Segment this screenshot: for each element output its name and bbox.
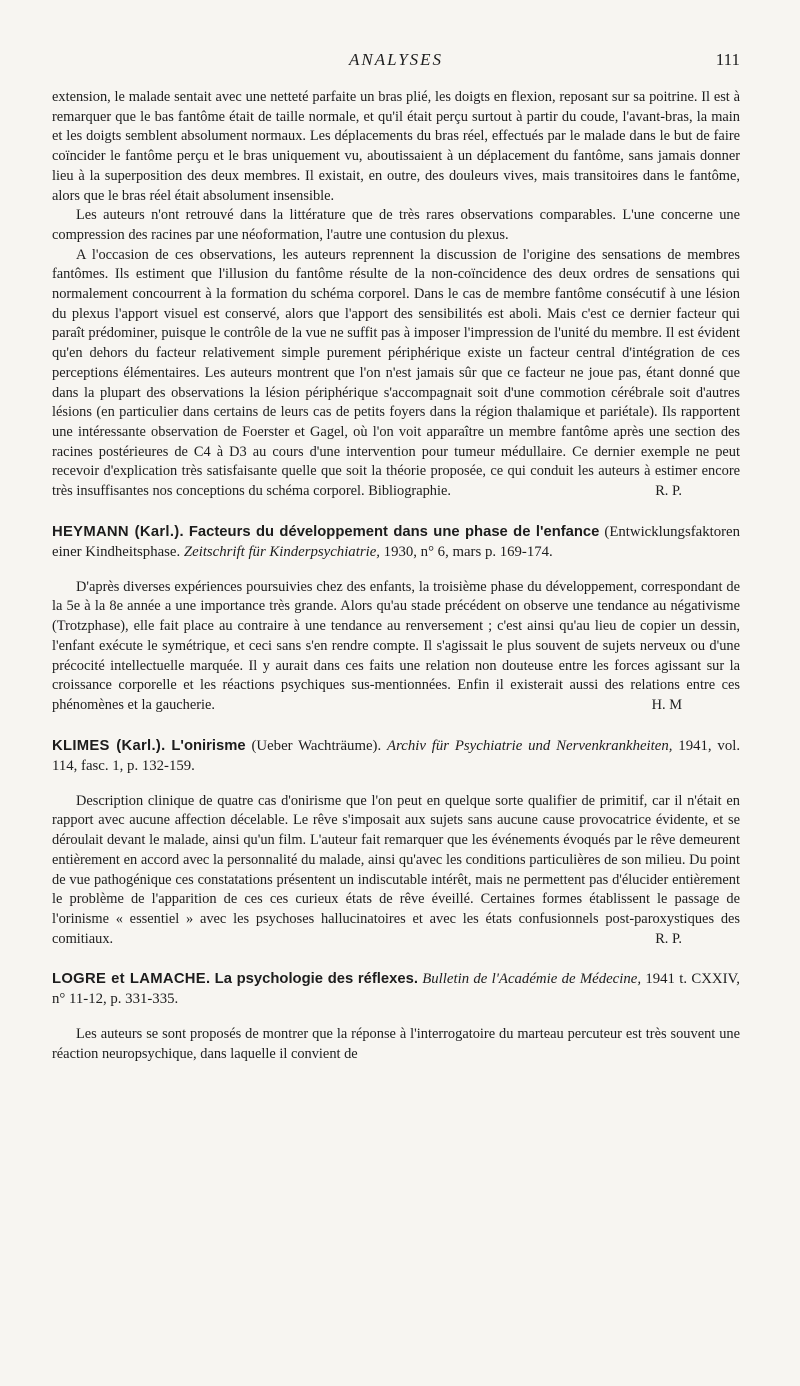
entry-klimes-body — [52, 792, 740, 950]
entry-heymann-abstract — [52, 578, 740, 716]
entry-heymann-citation: 1930, n° 6, mars p. 169-174. — [383, 543, 553, 560]
entry-klimes-author: KLIMES (Karl.). — [52, 737, 166, 754]
entry-klimes-header — [52, 736, 740, 776]
entry-logre-lamache-title: La psychologie des réflexes. — [214, 971, 418, 988]
running-head: ANALYSES — [348, 50, 444, 69]
entry-logre-lamache-abstract: Les auteurs se sont proposés de montrer que la réponse à l'interrogatoire du marteau percuteur est très souvent une réaction neuropsychique, dans laquelle il convient de — [52, 1026, 740, 1063]
entry-heymann-author: HEYMANN (Karl.). — [52, 523, 184, 540]
entry-logre-lamache — [52, 969, 740, 1064]
entry-heymann-body — [52, 578, 740, 716]
intro-paragraph-3 — [52, 246, 740, 502]
entry-heymann-subtitle: (Entwicklungsfaktoren einer Kindheitsphase. — [52, 523, 741, 560]
entry-logre-lamache-citation: 1941 t. CXXIV, n° 11-12, p. 331-335. — [52, 971, 740, 1008]
entry-logre-lamache-body — [52, 1025, 740, 1064]
entry-heymann-journal: Zeitschrift für Kinderpsychiatrie, — [183, 543, 380, 560]
intro-paragraph-2: Les auteurs n'ont retrouvé dans la littérature que de très rares observations comparables. L'une concerne une compression des racines par une néoformation, l'autre une contusion du plexus. — [52, 207, 740, 243]
entry-logre-lamache-journal: Bulletin de l'Académie de Médecine, — [422, 971, 642, 988]
entry-klimes-journal: Archiv für Psychiatrie und Nervenkrankheiten, — [387, 737, 673, 754]
entry-klimes-citation: 1941, vol. 114, fasc. 1, p. 132-159. — [52, 737, 741, 774]
page-header — [52, 48, 740, 76]
entry-klimes-signature: R. P. — [655, 930, 682, 947]
entry-logre-lamache-author: LOGRE et LAMACHE. — [52, 971, 211, 988]
intro-paragraph-3-text: A l'occasion de ces observations, les auteurs reprennent la discussion de l'origine des sensations de membres fantômes. Ils estiment que l'illusion du fantôme résulte de la non-coïncidence des deux ordres de sensations qui normalement concourrent à la formation du schéma corporel. Dans le cas de membre fantôme consécutif à une lésion du plexus l'apport visuel est conservé, alors que l'apport des sensibilités est aboli. Mais c'est ce dernier facteur qui paraît prédominer, puisque le contrôle de la vue ne suffit pas à imposer l'impression de l'unité du membre. Il est évident qu'en dehors du facteur relativement simple purement périphérique existe un facteur central d'intégration de ces perceptions élémentaires. Les auteurs montrent que l'on n'est jamais sûr que ce facteur ne joue pas, étant donné que dans la plupart des observations la lésion périphérique s'accompagnait soit d'une commotion cérébrale soit d'autres lésions (en particulier dans certains de leurs cas de petits foyers dans la région thalamique et pariétale). Ils rapportent une intéressante observation de Foerster et Gagel, où l'on voit apparaître un membre fantôme après une section des racines postérieures de C4 à D3 au cours d'une intervention pour tumeur médullaire. Ce dernier exemple ne peut recevoir d'explication très satisfaisante quelle que soit la théorie proposée, ce qui conduit les auteurs à estimer encore très insuffisantes nos conceptions du schéma corporel. Bibliographie. — [52, 246, 740, 500]
intro-signature: R. P. — [655, 483, 682, 500]
entry-klimes-subtitle: (Ueber Wachträume). — [251, 737, 382, 754]
entry-klimes-abstract — [52, 792, 740, 950]
entry-klimes-abstract-text: Description clinique de quatre cas d'onirisme que l'on peut en quelque sorte qualifier de primitif, car il n'était en rapport avec aucune affection décelable. Le rêve s'imposait aux sujets sans aucune cause provocatrice évidente, et se déroulait devant le malade, ainsi qu'un film. L'auteur fait remarquer que les événements évoqués par le rêve demeurent entièrement en accord avec la personnalité du malade, ainsi qu'avec les conditions particulières de son milieu. Du point de vue pathogénique ces constatations présentent un indiscutable intérêt, mais ne permettent pas d'élucider entièrement le problème de l'apparition de ces ces curieux états de rêve éveillé. Certaines formes établissent le passage de l'orinisme « essentiel » avec les psychoses hallucinatoires et avec les états confusionnels post-paroxystiques des comitiaux. — [52, 792, 740, 947]
entry-logre-lamache-header — [52, 969, 740, 1009]
entry-heymann-abstract-text: D'après diverses expériences poursuivies chez des enfants, la troisième phase du développement, correspondant de la 5e à la 8e année a une importance très grande. Alors qu'au stade précédent on observe une tendance au négativisme (Trotzphase), elle fait place au contraire à une tendance au renversement ; c'est ainsi qu'au lieu de copier un dessin, l'enfant exécute le symétrique, et ceci sans s'en rendre compte. Il s'agissait le plus souvent de sujets nerveux ou d'une précocité intellectuelle marquée. Il y aurait dans ces faits une relation non douteuse entre les forces agissant sur la croissance corporelle et les réactions psychiques sus-mentionnées. Enfin il existerait aussi des relations entre ces phénomènes et la gaucherie. — [52, 578, 740, 713]
entry-heymann-signature: H. M — [651, 696, 682, 713]
entry-klimes — [52, 736, 740, 950]
entry-heymann-header — [52, 522, 740, 562]
entry-heymann-title: Facteurs du développement dans une phase de l'enfance — [188, 523, 600, 540]
entry-klimes-title: L'onirisme — [171, 737, 246, 754]
page-number: 111 — [715, 50, 740, 69]
intro-paragraph-1: extension, le malade sentait avec une netteté parfaite un bras plié, les doigts en flexion, reposant sur sa poitrine. Il est à remarquer que le bas fantôme était de taille normale, et qu'il était perçu surtout à partir du coude, l'avant-bras, la main et les doigts semblent absolument normaux. Les déplacements du bras réel, effectués par le malade dans le but de faire coïncider le fantôme perçu et le bras uniquement vu, aboutissaient à un déplacement du fantôme, sans jamais donner lieu à la superposition des deux membres. Il existait, en outre, des douleurs vives, mais transitoires dans le fantôme, alors que le bras réel était absolument insensible. — [52, 89, 740, 204]
entry-heymann — [52, 522, 740, 716]
page-content — [52, 88, 740, 1065]
